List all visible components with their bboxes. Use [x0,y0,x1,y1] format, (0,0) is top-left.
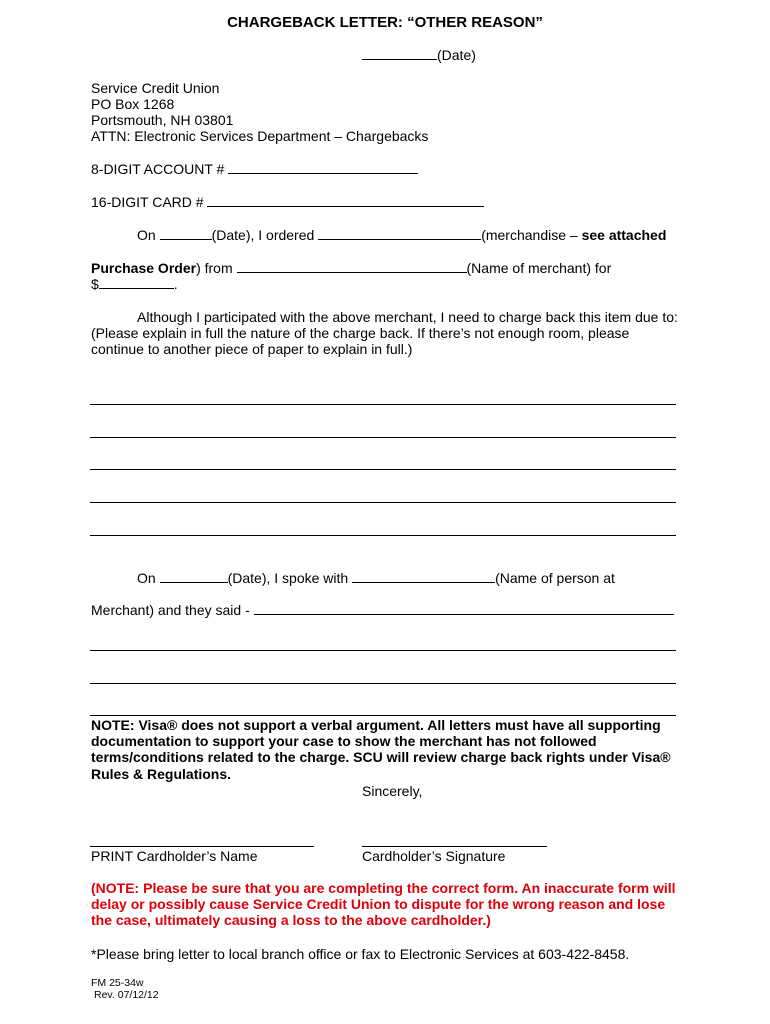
note-line-2: documentation to support your case to show the merchant has not followed [91,733,597,749]
card-row [91,194,484,211]
date-field[interactable] [362,47,437,60]
order-date-label: (Date), I ordered [211,227,315,243]
spoke-row [137,570,615,587]
dollar-sign: $ [91,276,99,292]
warning-line-1: (NOTE: Please be sure that you are completing the correct form. An inaccurate form will [91,880,676,896]
spoke-date-label: (Date), I spoke with [227,570,349,586]
form-title: CHARGEBACK LETTER: “OTHER REASON” [227,14,543,31]
merchandise-field[interactable] [318,227,481,240]
merchandise-label: (merchandise – [481,227,578,243]
sincerely-label: Sincerely, [362,783,423,799]
print-name-label: PRINT Cardholder’s Name [91,848,258,864]
address-line-3: Portsmouth, NH 03801 [91,112,234,128]
address-attn: ATTN: Electronic Services Department – Chargebacks [91,128,429,144]
merchant-said-field[interactable] [254,602,674,615]
person-name-field[interactable] [352,570,495,583]
explain-line-3: continue to another piece of paper to explain in full.) [91,341,413,357]
merchant-said-label: Merchant) and they said - [91,602,250,618]
signature-line[interactable] [362,846,547,847]
explanation-line[interactable] [90,437,676,438]
address-line-2: PO Box 1268 [91,96,175,112]
note-line-3: terms/conditions related to the charge. SCU will review charge back rights under Visa® [91,749,671,765]
merchant-for-label: (Name of merchant) for [466,260,612,276]
purchase-order-row [91,260,611,277]
explanation-line[interactable] [90,535,676,536]
warning-line-2: delay or possibly cause Service Credit Union to dispute for the wrong reason and lose [91,896,666,912]
amount-period: . [173,276,178,292]
spoke-date-field[interactable] [160,570,228,583]
date-row [362,47,476,64]
form-number: FM 25-34w [91,977,144,989]
merchant-said-row [91,602,674,619]
spoke-on-label: On [137,570,156,586]
signature-label: Cardholder’s Signature [362,848,506,864]
warning-line-3: the case, ultimately causing a loss to the above cardholder.) [91,912,491,928]
account-number-field[interactable] [228,161,418,174]
revision-date: Rev. 07/12/12 [94,989,159,1001]
order-row [137,227,666,244]
explanation-line[interactable] [90,404,676,405]
amount-field[interactable] [99,276,174,289]
card-number-field[interactable] [207,194,484,207]
address-line-1: Service Credit Union [91,80,220,96]
response-line[interactable] [90,715,676,716]
note-line-1: NOTE: Visa® does not support a verbal argument. All letters must have all supporting [91,717,661,733]
order-date-field[interactable] [160,227,212,240]
footer-note: *Please bring letter to local branch office or fax to Electronic Services at 603-422-8458. [91,946,630,962]
note-line-4: Rules & Regulations. [91,766,232,782]
from-label: ) from [196,260,233,276]
explain-line-2: (Please explain in full the nature of the charge back. If there’s not enough room, please [91,325,630,341]
print-name-line[interactable] [90,846,314,847]
merchant-name-field[interactable] [237,260,467,273]
amount-row [91,276,178,293]
order-on-label: On [137,227,156,243]
purchase-order-label: Purchase Order [91,260,197,276]
explanation-line[interactable] [90,469,676,470]
explain-line-1: Although I participated with the above merchant, I need to charge back this item due to: [137,309,678,325]
response-line[interactable] [90,650,676,651]
date-label: (Date) [437,47,476,63]
account-label: 8-DIGIT ACCOUNT # [91,161,225,177]
person-label: (Name of person at [495,570,615,586]
card-label: 16-DIGIT CARD # [91,194,204,210]
response-line[interactable] [90,683,676,684]
explanation-line[interactable] [90,502,676,503]
see-attached-label: see attached [581,227,667,243]
account-row [91,161,418,178]
